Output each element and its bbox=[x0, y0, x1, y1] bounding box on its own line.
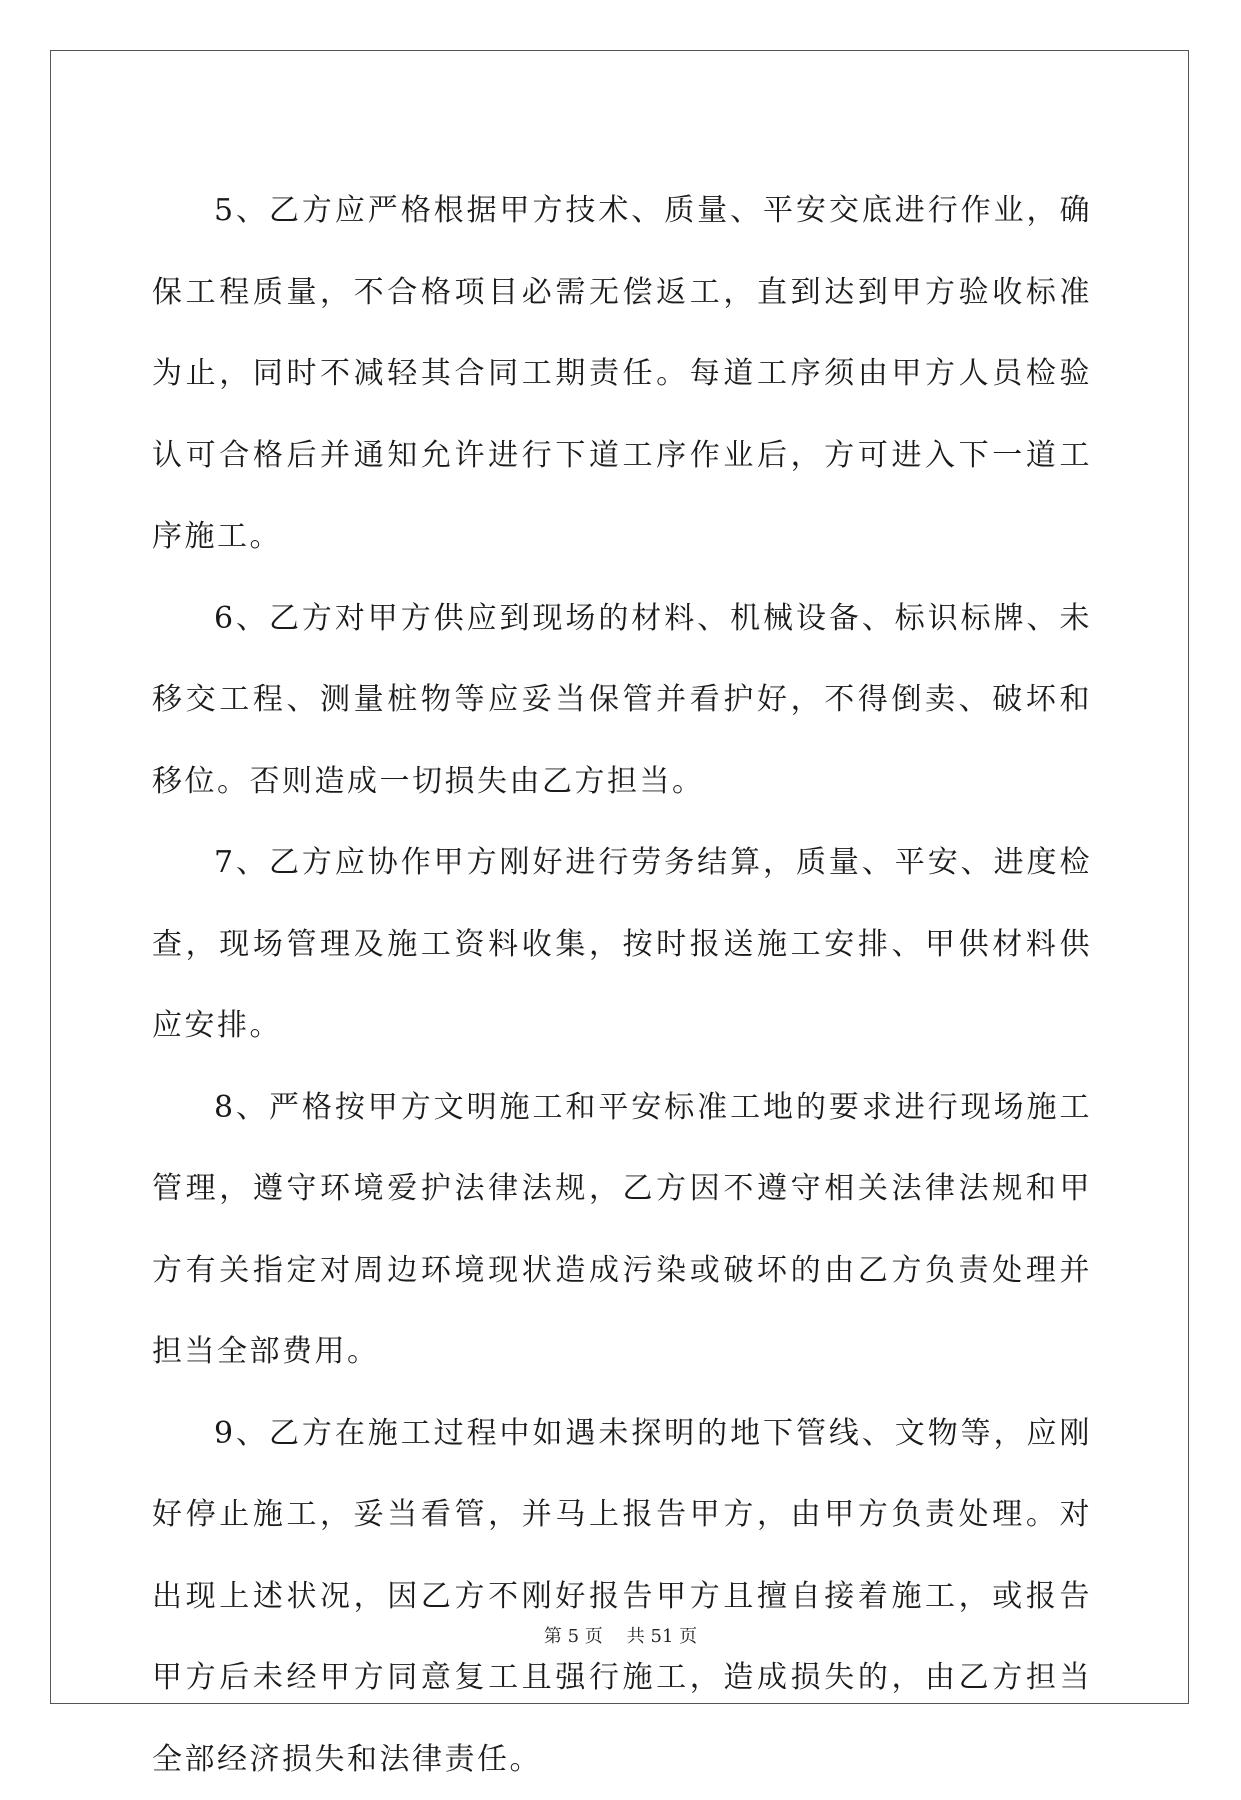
clause-5-paragraph: 5、乙方应严格根据甲方技术、质量、平安交底进行作业，确保工程质量，不合格项目必需无偿返工，直到达到甲方验收标准为止，同时不减轻其合同工期责任。每道工序须由甲方人员检验认可合格后并通知允许进行下道工序作业后，方可进入下一道工序施工。 bbox=[152, 170, 1092, 578]
clause-7-paragraph: 7、乙方应协作甲方刚好进行劳务结算，质量、平安、进度检查，现场管理及施工资料收集，按时报送施工安排、甲供材料供应安排。 bbox=[152, 822, 1092, 1067]
page-footer bbox=[0, 1622, 1241, 1648]
clause-6-paragraph: 6、乙方对甲方供应到现场的材料、机械设备、标识标牌、未移交工程、测量桩物等应妥当保管并看护好，不得倒卖、破坏和移位。否则造成一切损失由乙方担当。 bbox=[152, 578, 1092, 823]
clause-9-paragraph: 9、乙方在施工过程中如遇未探明的地下管线、文物等，应刚好停止施工，妥当看管，并马上报告甲方，由甲方负责处理。对出现上述状况，因乙方不刚好报告甲方且擅自接着施工，或报告甲方后未经甲方同意复工且强行施工，造成损失的，由乙方担当全部经济损失和法律责任。 bbox=[152, 1393, 1092, 1800]
total-pages: 共 51 页 bbox=[627, 1622, 697, 1648]
page-number: 第 5 页 bbox=[544, 1622, 603, 1648]
clause-8-paragraph: 8、严格按甲方文明施工和平安标准工地的要求进行现场施工管理，遵守环境爱护法律法规，乙方因不遵守相关法律法规和甲方有关指定对周边环境现状造成污染或破坏的由乙方负责处理并担当全部费用。 bbox=[152, 1067, 1092, 1393]
document-body bbox=[152, 170, 1092, 1800]
